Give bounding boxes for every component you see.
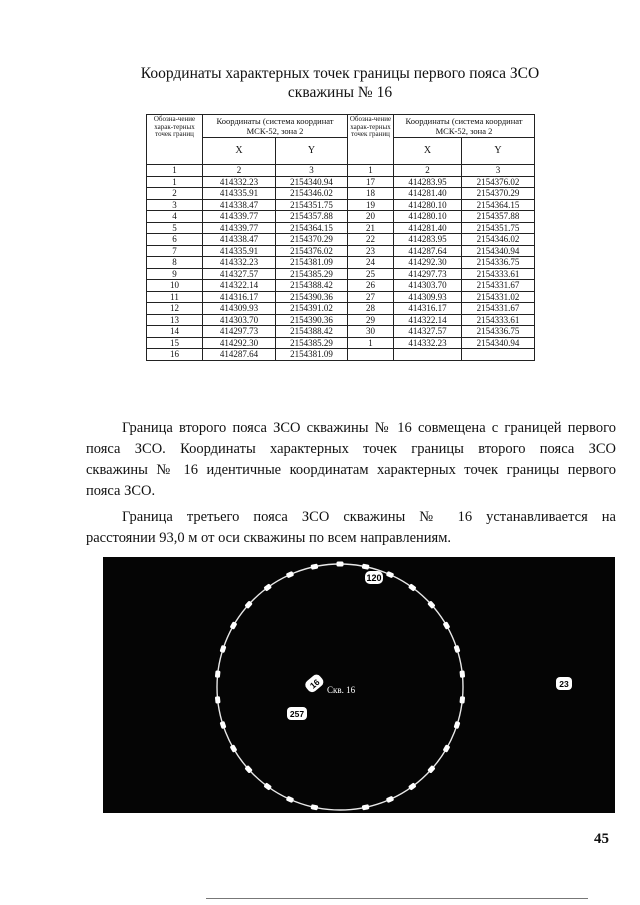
- table-cell: 2154340.94: [462, 337, 535, 349]
- paragraph-line: пояса ЗСО. Координаты характерных точек границы второго пояса ЗСО: [86, 441, 616, 457]
- table-index-cell: 1: [147, 165, 203, 177]
- zone-map-image: [103, 557, 615, 813]
- table-cell: [462, 349, 535, 361]
- table-cell: 414297.73: [203, 326, 276, 338]
- table-cell: 20: [348, 211, 394, 223]
- boundary-point-marker: [310, 804, 318, 810]
- table-body: [147, 165, 535, 361]
- table-cell: 2154331.02: [462, 291, 535, 303]
- table-cell: 414338.47: [203, 199, 276, 211]
- column-header-y: Y: [276, 138, 348, 165]
- table-cell: 18: [348, 188, 394, 200]
- table-cell: 414287.64: [203, 349, 276, 361]
- table-cell: 22: [348, 234, 394, 246]
- table-cell: 14: [147, 326, 203, 338]
- table-cell: 414287.64: [394, 245, 462, 257]
- table-cell: 2154336.75: [462, 326, 535, 338]
- table-header-row: [147, 115, 535, 138]
- table-row: [147, 280, 535, 292]
- table-cell: 2154385.29: [276, 268, 348, 280]
- table-cell: 2154336.75: [462, 257, 535, 269]
- badge-top: [365, 571, 383, 584]
- column-header-coordinates: Координаты (система координат МСК-52, зона 2: [203, 115, 348, 138]
- table-cell: 414280.10: [394, 199, 462, 211]
- table-cell: 2154388.42: [276, 326, 348, 338]
- table-cell: 8: [147, 257, 203, 269]
- boundary-point-marker: [459, 696, 465, 703]
- table-cell: 29: [348, 314, 394, 326]
- table-cell: 2154357.88: [462, 211, 535, 223]
- table-cell: 2154346.02: [276, 188, 348, 200]
- table-cell: 2: [147, 188, 203, 200]
- table-row: [147, 326, 535, 338]
- table-cell: 2154388.42: [276, 280, 348, 292]
- table-row: [147, 234, 535, 246]
- table-row: [147, 245, 535, 257]
- table-cell: 5: [147, 222, 203, 234]
- table-cell: [394, 349, 462, 361]
- table-cell: 414335.91: [203, 245, 276, 257]
- table-cell: 21: [348, 222, 394, 234]
- paragraph-second-zone: [86, 418, 616, 502]
- table-cell: 2154390.36: [276, 314, 348, 326]
- table-cell: 414327.57: [394, 326, 462, 338]
- table-cell: 2154376.02: [276, 245, 348, 257]
- boundary-point-marker: [220, 645, 227, 653]
- paragraph-line: Граница третьего пояса ЗСО скважины № 16 устанавливается на: [122, 509, 616, 525]
- table-cell: 12: [147, 303, 203, 315]
- table-cell: 23: [348, 245, 394, 257]
- table-cell: 2154333.61: [462, 268, 535, 280]
- table-cell: 414339.77: [203, 211, 276, 223]
- table-cell: 2154370.29: [462, 188, 535, 200]
- table-cell: 9: [147, 268, 203, 280]
- zone-map-svg: [103, 557, 615, 813]
- table-cell: 1: [147, 176, 203, 188]
- table-index-cell: 1: [348, 165, 394, 177]
- boundary-point-marker: [454, 721, 461, 729]
- column-header-x: X: [203, 138, 276, 165]
- table-cell: 2154333.61: [462, 314, 535, 326]
- boundary-point-marker: [220, 721, 227, 729]
- table-cell: 2154391.02: [276, 303, 348, 315]
- table-cell: 2154351.75: [462, 222, 535, 234]
- table-cell: 2154390.36: [276, 291, 348, 303]
- boundary-point-marker: [286, 571, 294, 578]
- page-title-line-2: скважины № 16: [287, 84, 393, 101]
- well-label: Скв. 16: [327, 685, 356, 695]
- table-cell: 16: [147, 349, 203, 361]
- table-cell: 414335.91: [203, 188, 276, 200]
- table-cell: 414322.14: [394, 314, 462, 326]
- table-cell: 30: [348, 326, 394, 338]
- paragraph-line: скважины № 16 идентичные координатам характерных точек границы первого: [86, 462, 616, 478]
- table-cell: 2154370.29: [276, 234, 348, 246]
- column-header-y: Y: [462, 138, 535, 165]
- table-cell: 2154381.09: [276, 349, 348, 361]
- paragraph-line: Граница второго пояса ЗСО скважины № 16 совмещена с границей первого: [122, 420, 616, 436]
- table-row: [147, 303, 535, 315]
- table-cell: 2154364.15: [276, 222, 348, 234]
- table-cell: 2154381.09: [276, 257, 348, 269]
- badge-right-label: 23: [559, 679, 569, 689]
- table-row: [147, 188, 535, 200]
- boundary-point-marker: [443, 744, 451, 753]
- table-cell: 2154346.02: [462, 234, 535, 246]
- badge-left: [287, 707, 307, 720]
- table-cell: 414339.77: [203, 222, 276, 234]
- table-cell: 414332.23: [394, 337, 462, 349]
- page-number: 45: [594, 831, 609, 847]
- table-cell: 10: [147, 280, 203, 292]
- boundary-point-marker: [215, 696, 221, 703]
- table-row: [147, 337, 535, 349]
- boundary-point-marker: [215, 670, 221, 677]
- table-cell: 414281.40: [394, 188, 462, 200]
- table-row: [147, 211, 535, 223]
- table-cell: 13: [147, 314, 203, 326]
- table-row: [147, 291, 535, 303]
- table-index-cell: 2: [203, 165, 276, 177]
- table-cell: 414332.23: [203, 176, 276, 188]
- badge-top-label: 120: [366, 573, 382, 583]
- table-cell: 414327.57: [203, 268, 276, 280]
- table-cell: 414338.47: [203, 234, 276, 246]
- column-header-coordinates: Координаты (система координат МСК-52, зона 2: [394, 115, 535, 138]
- table-cell: 7: [147, 245, 203, 257]
- table-row: [147, 176, 535, 188]
- column-header-x: X: [394, 138, 462, 165]
- table-cell: 2154364.15: [462, 199, 535, 211]
- table-cell: 414316.17: [203, 291, 276, 303]
- table-cell: 2154357.88: [276, 211, 348, 223]
- table-cell: 414292.30: [394, 257, 462, 269]
- table-cell: 4: [147, 211, 203, 223]
- table-cell: 2154351.75: [276, 199, 348, 211]
- table-cell: 414322.14: [203, 280, 276, 292]
- table-cell: 26: [348, 280, 394, 292]
- table-row: [147, 314, 535, 326]
- table-cell: 414280.10: [394, 211, 462, 223]
- table-cell: 2154385.29: [276, 337, 348, 349]
- table-cell: 1: [348, 337, 394, 349]
- boundary-point-marker: [459, 670, 465, 677]
- table-row: [147, 222, 535, 234]
- table-cell: 2154340.94: [462, 245, 535, 257]
- table-cell: 24: [348, 257, 394, 269]
- boundary-point-marker: [286, 796, 294, 803]
- paragraph-line: расстоянии 93,0 м от оси скважины по всем направлениям.: [86, 530, 451, 546]
- table-cell: 414316.17: [394, 303, 462, 315]
- table-cell: 414283.95: [394, 176, 462, 188]
- boundary-point-marker: [230, 744, 238, 753]
- well-badge-label: 16: [307, 676, 322, 691]
- table-row: [147, 268, 535, 280]
- column-header-designation: Обозна-чение харак-терных точек границ: [147, 115, 203, 165]
- page-title-line-1: Координаты характерных точек границы первого пояса ЗСО: [140, 65, 540, 82]
- table-cell: 28: [348, 303, 394, 315]
- boundary-point-marker: [310, 564, 318, 570]
- bottom-rule: [206, 898, 588, 899]
- table-cell: 3: [147, 199, 203, 211]
- table-cell: 2154331.67: [462, 303, 535, 315]
- table-index-cell: 3: [276, 165, 348, 177]
- paragraph-third-zone: [86, 507, 616, 549]
- table-cell: [348, 349, 394, 361]
- boundary-point-marker: [362, 564, 370, 570]
- table-cell: 414309.93: [394, 291, 462, 303]
- table-cell: 19: [348, 199, 394, 211]
- table-index-row: [147, 165, 535, 177]
- boundary-point-marker: [230, 621, 238, 630]
- table-index-cell: 2: [394, 165, 462, 177]
- boundary-point-marker: [386, 796, 394, 803]
- table-cell: 414309.93: [203, 303, 276, 315]
- table-cell: 27: [348, 291, 394, 303]
- table-row: [147, 199, 535, 211]
- table-row: [147, 349, 535, 361]
- boundary-point-marker: [386, 571, 394, 578]
- table-cell: 11: [147, 291, 203, 303]
- table-cell: 17: [348, 176, 394, 188]
- paragraph-line: пояса ЗСО.: [86, 483, 156, 499]
- column-header-designation: Обозна-чение харак-терных точек границ: [348, 115, 394, 165]
- table-cell: 414332.23: [203, 257, 276, 269]
- table-cell: 414292.30: [203, 337, 276, 349]
- boundary-point-marker: [337, 562, 344, 567]
- table-cell: 414303.70: [394, 280, 462, 292]
- table-index-cell: 3: [462, 165, 535, 177]
- table-cell: 6: [147, 234, 203, 246]
- table-cell: 414281.40: [394, 222, 462, 234]
- table-cell: 15: [147, 337, 203, 349]
- badge-right: [556, 677, 572, 690]
- table-cell: 414297.73: [394, 268, 462, 280]
- coordinates-table: [146, 114, 535, 361]
- table-cell: 414303.70: [203, 314, 276, 326]
- table-row: [147, 257, 535, 269]
- table-cell: 2154376.02: [462, 176, 535, 188]
- table-header-axis-row: [147, 138, 535, 165]
- well-marker: [303, 673, 355, 695]
- boundary-point-marker: [362, 804, 370, 810]
- table-cell: 2154340.94: [276, 176, 348, 188]
- table-cell: 25: [348, 268, 394, 280]
- boundary-point-marker: [454, 645, 461, 653]
- page-title: [120, 64, 560, 102]
- boundary-point-marker: [443, 621, 451, 630]
- table-cell: 2154331.67: [462, 280, 535, 292]
- table-cell: 414283.95: [394, 234, 462, 246]
- badge-left-label: 257: [289, 709, 305, 719]
